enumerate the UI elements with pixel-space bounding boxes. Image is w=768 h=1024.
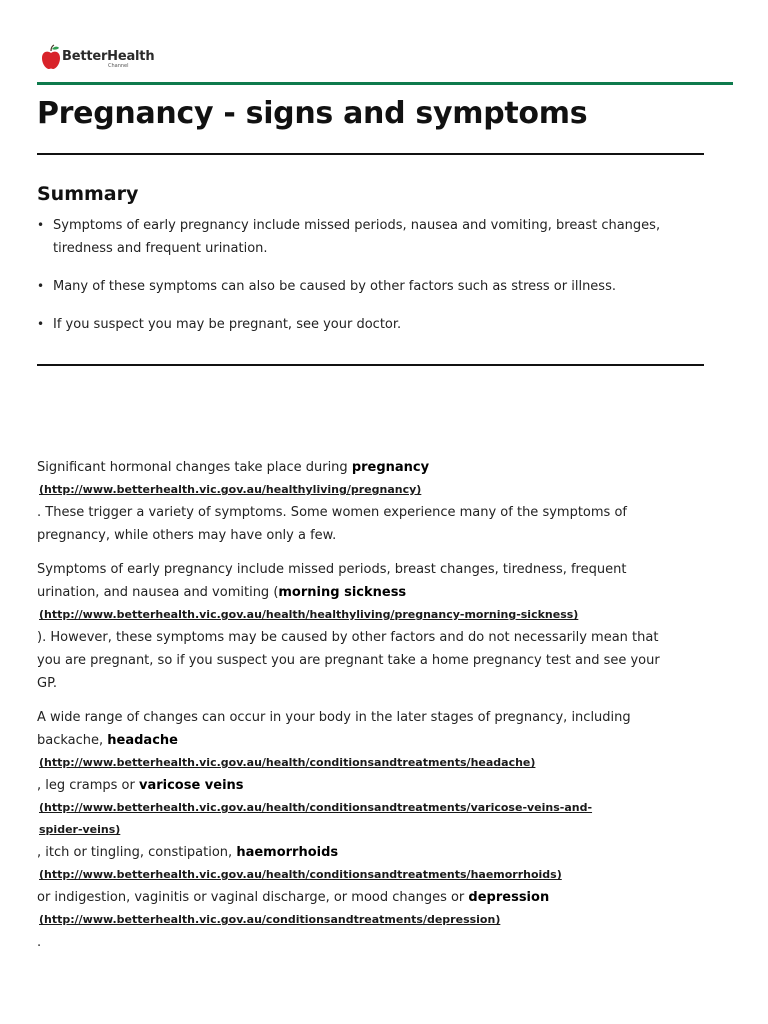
apple-logo-icon	[42, 44, 60, 70]
paragraph-text: or indigestion, vaginitis or vaginal discharge, or mood changes or	[37, 890, 469, 905]
headache-link[interactable]: headache	[107, 733, 178, 748]
summary-divider	[37, 364, 704, 366]
paragraph-text: ). However, these symptoms may be caused by other factors and do not necessarily mean that you are pregnant, so if you suspect you are pregnant take a home pregnancy test and see your GP.	[37, 630, 660, 691]
paragraph-text: , itch or tingling, constipation,	[37, 845, 237, 860]
paragraph-text: .	[37, 935, 42, 950]
logo-subtext: Channel	[108, 63, 129, 69]
pregnancy-link-url[interactable]: (http://www.betterhealth.vic.gov.au/healthyliving/pregnancy)	[39, 483, 422, 496]
site-header	[37, 44, 733, 84]
header-divider	[37, 82, 733, 85]
paragraph-text: A wide range of changes can occur in your body in the later stages of pregnancy, including backache,	[37, 710, 631, 748]
haemorrhoids-link-url[interactable]: (http://www.betterhealth.vic.gov.au/health/conditionsandtreatments/haemorrhoids)	[39, 868, 562, 881]
summary-item	[37, 313, 687, 336]
summary-item-text: Symptoms of early pregnancy include missed periods, nausea and vomiting, breast changes, tiredness and frequent urination.	[53, 218, 661, 256]
paragraph-later-stages	[37, 706, 677, 954]
summary-item	[37, 214, 687, 260]
paragraph-text: Significant hormonal changes take place during	[37, 460, 352, 475]
varicose-veins-link[interactable]: varicose veins	[138, 778, 244, 793]
paragraph-text: . These trigger a variety of symptoms. Some women experience many of the symptoms of pregnancy, while others may have only a few.	[37, 505, 627, 543]
summary-heading: Summary	[37, 183, 139, 205]
bullet-icon: •	[37, 218, 45, 232]
varicose-veins-link-url[interactable]: (http://www.betterhealth.vic.gov.au/health/conditionsandtreatments/varicose-veins-and-	[39, 801, 593, 814]
varicose-veins-link-url-cont[interactable]: spider-veins)	[39, 823, 121, 836]
summary-item-text: If you suspect you may be pregnant, see your doctor.	[53, 317, 402, 332]
article-body	[37, 456, 677, 965]
paragraph-early-symptoms	[37, 558, 677, 695]
summary-item-text: Many of these symptoms can also be caused by other factors such as stress or illness.	[53, 279, 616, 294]
page-title: Pregnancy - signs and symptoms	[37, 96, 588, 131]
depression-link[interactable]: depression	[468, 890, 550, 905]
bullet-icon: •	[37, 279, 45, 293]
betterhealth-logo[interactable]	[42, 44, 154, 70]
logo-brand: BetterHealth	[62, 49, 155, 64]
morning-sickness-link[interactable]: morning sickness	[278, 585, 407, 600]
haemorrhoids-link[interactable]: haemorrhoids	[236, 845, 339, 860]
summary-item	[37, 275, 687, 298]
title-divider	[37, 153, 704, 155]
depression-link-url[interactable]: (http://www.betterhealth.vic.gov.au/conditionsandtreatments/depression)	[39, 913, 501, 926]
paragraph-hormonal-changes	[37, 456, 677, 547]
paragraph-text: , leg cramps or	[37, 778, 139, 793]
morning-sickness-link-url[interactable]: (http://www.betterhealth.vic.gov.au/health/healthyliving/pregnancy-morning-sickness)	[39, 608, 579, 621]
paragraph-text: Symptoms of early pregnancy include missed periods, breast changes, tiredness, frequent urination, and nausea and vomiting (	[37, 562, 627, 600]
summary-list	[37, 214, 687, 351]
bullet-icon: •	[37, 317, 45, 331]
pregnancy-link[interactable]: pregnancy	[351, 460, 430, 475]
headache-link-url[interactable]: (http://www.betterhealth.vic.gov.au/health/conditionsandtreatments/headache)	[39, 756, 536, 769]
